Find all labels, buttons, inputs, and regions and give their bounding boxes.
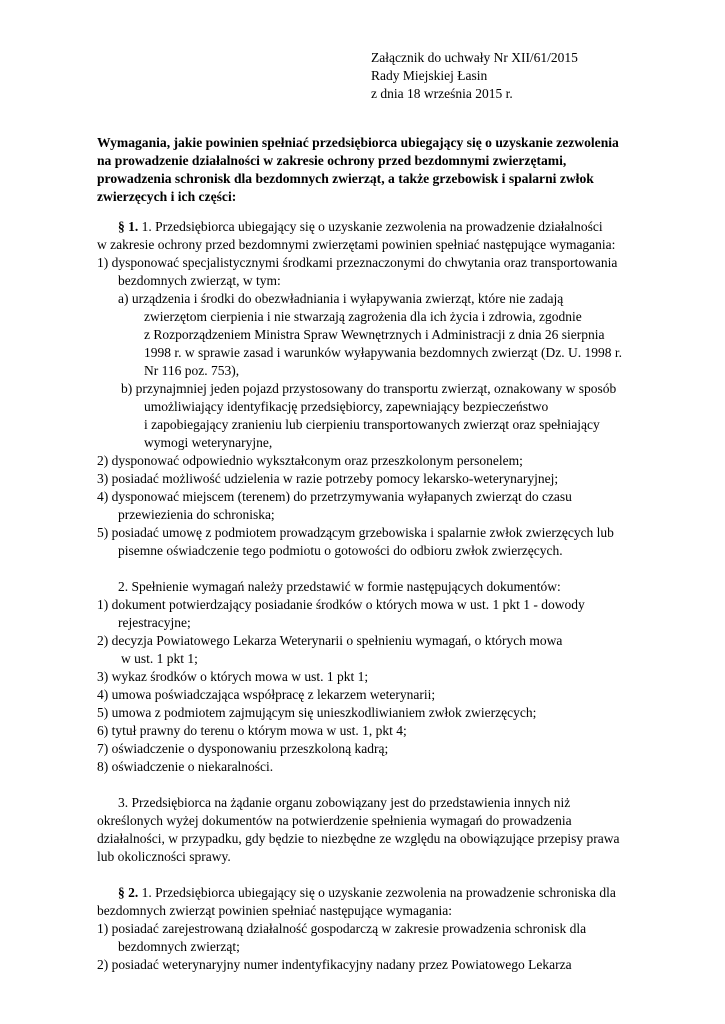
s1-document-8: 8) oświadczenie o niekaralności.: [97, 759, 274, 774]
attachment-header: [371, 49, 578, 103]
s2-item-1-line-1: 1) posiadać zarejestrowaną działalność gospodarczą w zakresie prowadzenia schronisk dla: [97, 921, 587, 936]
s1-item-a-line-4: 1998 r. w sprawie zasad i warunków wyłapywania bezdomnych zwierząt (Dz. U. 1998 r.: [144, 345, 622, 360]
s1-document-7: 7) oświadczenie o dysponowaniu przeszkoloną kadrą;: [97, 741, 389, 756]
section-1-paragraph-1-line-1: 1. Przedsiębiorca ubiegający się o uzyskanie zezwolenia na prowadzenie działalności: [138, 219, 603, 234]
s1-paragraph-3-line-1: 3. Przedsiębiorca na żądanie organu zobowiązany jest do przedstawienia innych niż: [118, 795, 571, 810]
s1-item-1-line-2: bezdomnych zwierząt, w tym:: [118, 273, 281, 288]
section-1-paragraph-1-line-2: w zakresie ochrony przed bezdomnymi zwierzętami powinien spełniać następujące wymagania:: [97, 237, 616, 252]
s1-item-a-line-1: a) urządzenia i środki do obezwładniania i wyłapywania zwierząt, które nie zadają: [118, 291, 564, 306]
section-1-mark: § 1.: [118, 219, 139, 234]
title-line-4: zwierzęcych i ich części:: [97, 189, 237, 204]
s1-item-a-line-2: zwierzętom cierpienia i nie stwarzają zagrożenia dla ich życia i zdrowia, zgodnie: [144, 309, 582, 324]
s1-paragraph-3-line-3: działalności, w przypadku, gdy będzie to niezbędne ze względu na obowiązujące przepisy prawa: [97, 831, 620, 846]
s1-item-4-line-1: 4) dysponować miejscem (terenem) do przetrzymywania wyłapanych zwierząt do czasu: [97, 489, 572, 504]
s1-document-6: 6) tytuł prawny do terenu o którym mowa w ust. 1, pkt 4;: [97, 723, 407, 738]
s1-item-b-line-4: wymogi weterynaryjne,: [144, 435, 273, 450]
section-2-paragraph-1-line-1: 1. Przedsiębiorca ubiegający się o uzyskanie zezwolenia na prowadzenie schroniska dla: [138, 885, 616, 900]
s1-paragraph-3-line-2: określonych wyżej dokumentów na potwierdzenie spełnienia wymagań do prowadzenia: [97, 813, 572, 828]
s1-item-b-line-3: i zapobiegający zranieniu lub cierpieniu transportowanych zwierząt oraz spełniający: [144, 417, 600, 432]
s1-paragraph-2: 2. Spełnienie wymagań należy przedstawić w formie następujących dokumentów:: [118, 579, 561, 594]
header-line-3: z dnia 18 września 2015 r.: [371, 86, 513, 101]
s1-document-5: 5) umowa z podmiotem zajmującym się unieszkodliwianiem zwłok zwierzęcych;: [97, 705, 537, 720]
s1-item-5-line-1: 5) posiadać umowę z podmiotem prowadzącym grzebowiska i spalarnie zwłok zwierzęcych lub: [97, 525, 614, 540]
s1-item-a-line-3: z Rozporządzeniem Ministra Spraw Wewnętrznych i Administracji z dnia 26 sierpnia: [144, 327, 605, 342]
s1-document-2-line-1: 2) decyzja Powiatowego Lekarza Weterynarii o spełnieniu wymagań, o których mowa: [97, 633, 563, 648]
s1-item-b-line-2: umożliwiający identyfikację przedsiębiorcy, zapewniający bezpieczeństwo: [144, 399, 549, 414]
title-line-1: Wymagania, jakie powinien spełniać przedsiębiorca ubiegający się o uzyskanie zezwolenia: [97, 135, 619, 150]
s1-document-3: 3) wykaz środków o których mowa w ust. 1 pkt 1;: [97, 669, 369, 684]
s1-item-5-line-2: pisemne oświadczenie tego podmiotu o gotowości do odbioru zwłok zwierzęcych.: [118, 543, 563, 558]
s1-item-a-line-5: Nr 116 poz. 753),: [144, 363, 240, 378]
s1-item-1-line-1: 1) dysponować specjalistycznymi środkami przeznaczonymi do chwytania oraz transportowania: [97, 255, 618, 270]
s1-item-b-line-1: b) przynajmniej jeden pojazd przystosowany do transportu zwierząt, oznakowany w sposób: [121, 381, 617, 396]
title-line-3: prowadzenia schronisk dla bezdomnych zwierząt, a także grzebowisk i spalarni zwłok: [97, 171, 594, 186]
s1-item-2: 2) dysponować odpowiednio wykształconym oraz przeszkolonym personelem;: [97, 453, 523, 468]
s2-item-2-line-1: 2) posiadać weterynaryjny numer indentyfikacyjny nadany przez Powiatowego Lekarza: [97, 957, 572, 972]
s2-item-1-line-2: bezdomnych zwierząt;: [118, 939, 240, 954]
s1-document-1-line-1: 1) dokument potwierdzający posiadanie środków o których mowa w ust. 1 pkt 1 - dowody: [97, 597, 585, 612]
section-2-heading: [118, 884, 616, 902]
section-2-paragraph-1-line-2: bezdomnych zwierząt powinien spełniać następujące wymagania:: [97, 903, 452, 918]
s1-document-4: 4) umowa poświadczająca współpracę z lekarzem weterynarii;: [97, 687, 436, 702]
section-2-mark: § 2.: [118, 885, 139, 900]
s1-paragraph-3-line-4: lub okoliczności sprawy.: [97, 849, 231, 864]
s1-document-1-line-2: rejestracyjne;: [118, 615, 191, 630]
title-line-2: na prowadzenie działalności w zakresie ochrony przed bezdomnymi zwierzętami,: [97, 153, 567, 168]
header-line-1: Załącznik do uchwały Nr XII/61/2015: [371, 50, 578, 65]
s1-document-2-line-2: w ust. 1 pkt 1;: [121, 651, 198, 666]
document-title: [97, 134, 619, 206]
s1-item-4-line-2: przewiezienia do schroniska;: [118, 507, 275, 522]
header-line-2: Rady Miejskiej Łasin: [371, 68, 488, 83]
s1-item-3: 3) posiadać możliwość udzielenia w razie potrzeby pomocy lekarsko-weterynaryjnej;: [97, 471, 559, 486]
section-1-heading: [118, 218, 603, 236]
